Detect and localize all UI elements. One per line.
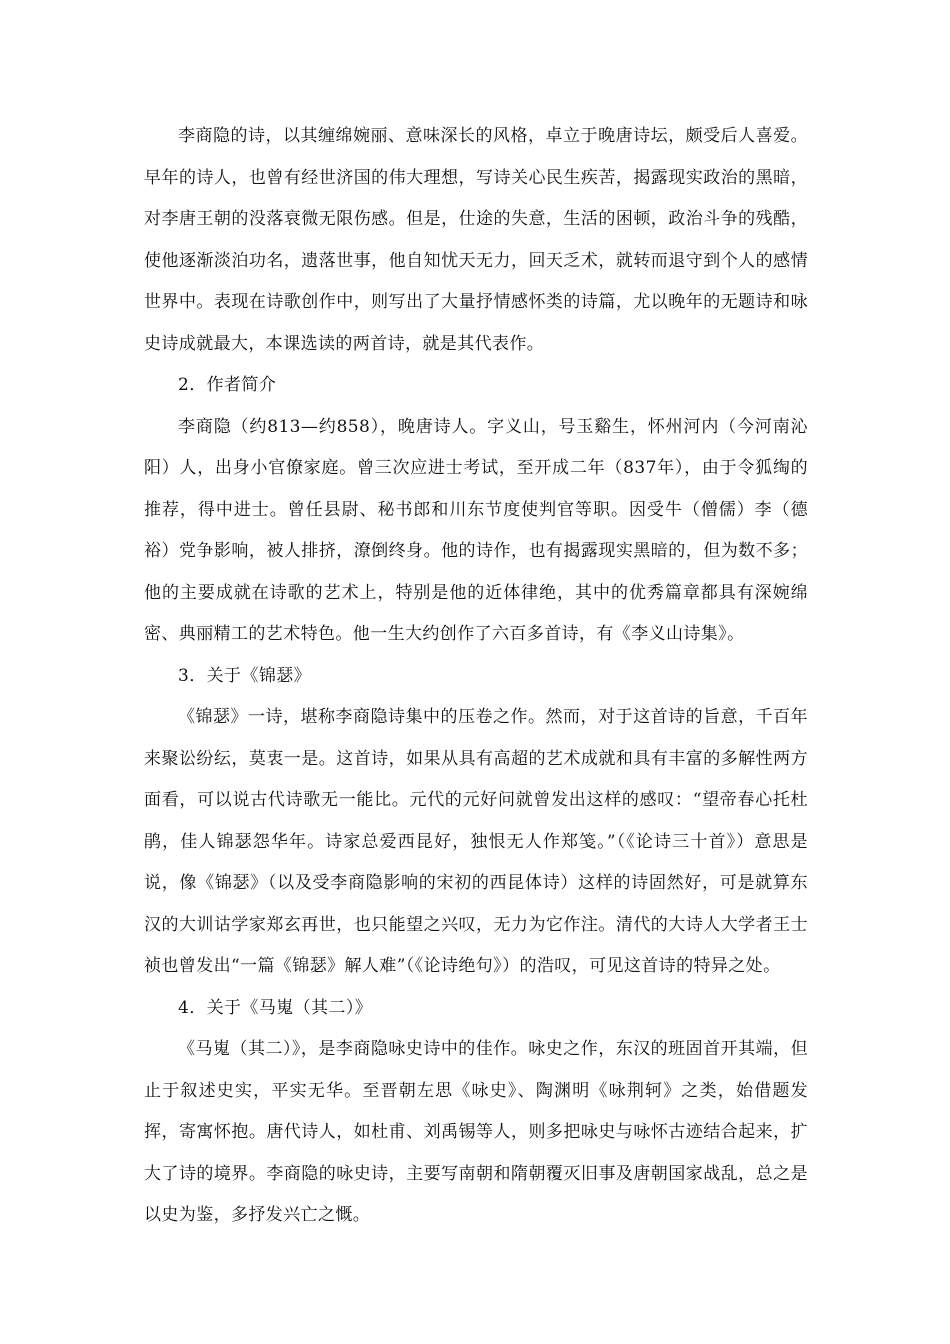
mawei-paragraph: 《马嵬（其二）》，是李商隐咏史诗中的佳作。咏史之作，东汉的班固首开其端，但止于叙述史实，平实无华。至晋朝左思《咏史》、陶渊明《咏荆轲》之类，始借题发挥，寄寓怀抱。唐代诗人，如杜甫、刘禹锡等人，则多把咏史与咏怀古迹结合起来，扩大了诗的境界。李商隐的咏史诗，主要写南朝和隋朝覆灭旧事及唐朝国家战乱，总之是以史为鉴，多抒发兴亡之慨。 [144,1039,808,1225]
document-body [144,116,808,1237]
section-heading-author: 2．作者简介 [178,375,277,395]
intro-paragraph: 李商隐的诗，以其缠绵婉丽、意味深长的风格，卓立于晚唐诗坛，颇受后人喜爱。早年的诗人，也曾有经世济国的伟大理想，写诗关心民生疾苦，揭露现实政治的黑暗，对李唐王朝的没落衰微无限伤感。但是，仕途的失意，生活的困顿，政治斗争的残酷，使他逐渐淡泊功名，遗落世事，他自知忧天无力，回天乏术，就转而退守到个人的感情世界中。表现在诗歌创作中，则写出了大量抒情感怀类的诗篇，尤以晚年的无题诗和咏史诗成就最大，本课选读的两首诗，就是其代表作。 [144,126,808,354]
jinse-paragraph: 《锦瑟》一诗，堪称李商隐诗集中的压卷之作。然而，对于这首诗的旨意，千百年来聚讼纷纭，莫衷一是。这首诗，如果从具有高超的艺术成就和具有丰富的多解性两方面看，可以说古代诗歌无一能比。元代的元好问就曾发出这样的感叹：“望帝春心托杜鹃，佳人锦瑟怨华年。诗家总爱西昆好，独恨无人作郑笺。”（《论诗三十首》）意思是说，像《锦瑟》（以及受李商隐影响的宋初的西昆体诗）这样的诗固然好，可是就算东汉的大训诂学家郑玄再世，也只能望之兴叹，无力为它作注。清代的大诗人大学者王士祯也曾发出“一篇《锦瑟》解人难”（《论诗绝句》）的浩叹，可见这首诗的特异之处。 [144,707,808,976]
section-heading-jinse: 3．关于《锦瑟》 [178,665,312,686]
section-heading-mawei: 4．关于《马嵬（其二）》 [178,997,373,1018]
author-paragraph: 李商隐（约813—约858），晚唐诗人。字义山，号玉谿生，怀州河内（今河南沁阳）人，出身小官僚家庭。曾三次应进士考试，至开成二年（837年），由于令狐绹的推荐，得中进士。曾任县尉、秘书郎和川东节度使判官等职。因受牛（僧儒）李（德裕）党争影响，被人排挤，潦倒终身。他的诗作，也有揭露现实黑暗的，但为数不多；他的主要成就在诗歌的艺术上，特别是他的近体律绝，其中的优秀篇章都具有深婉绵密、典丽精工的艺术特色。他一生大约创作了六百多首诗，有《李义山诗集》。 [144,416,808,644]
